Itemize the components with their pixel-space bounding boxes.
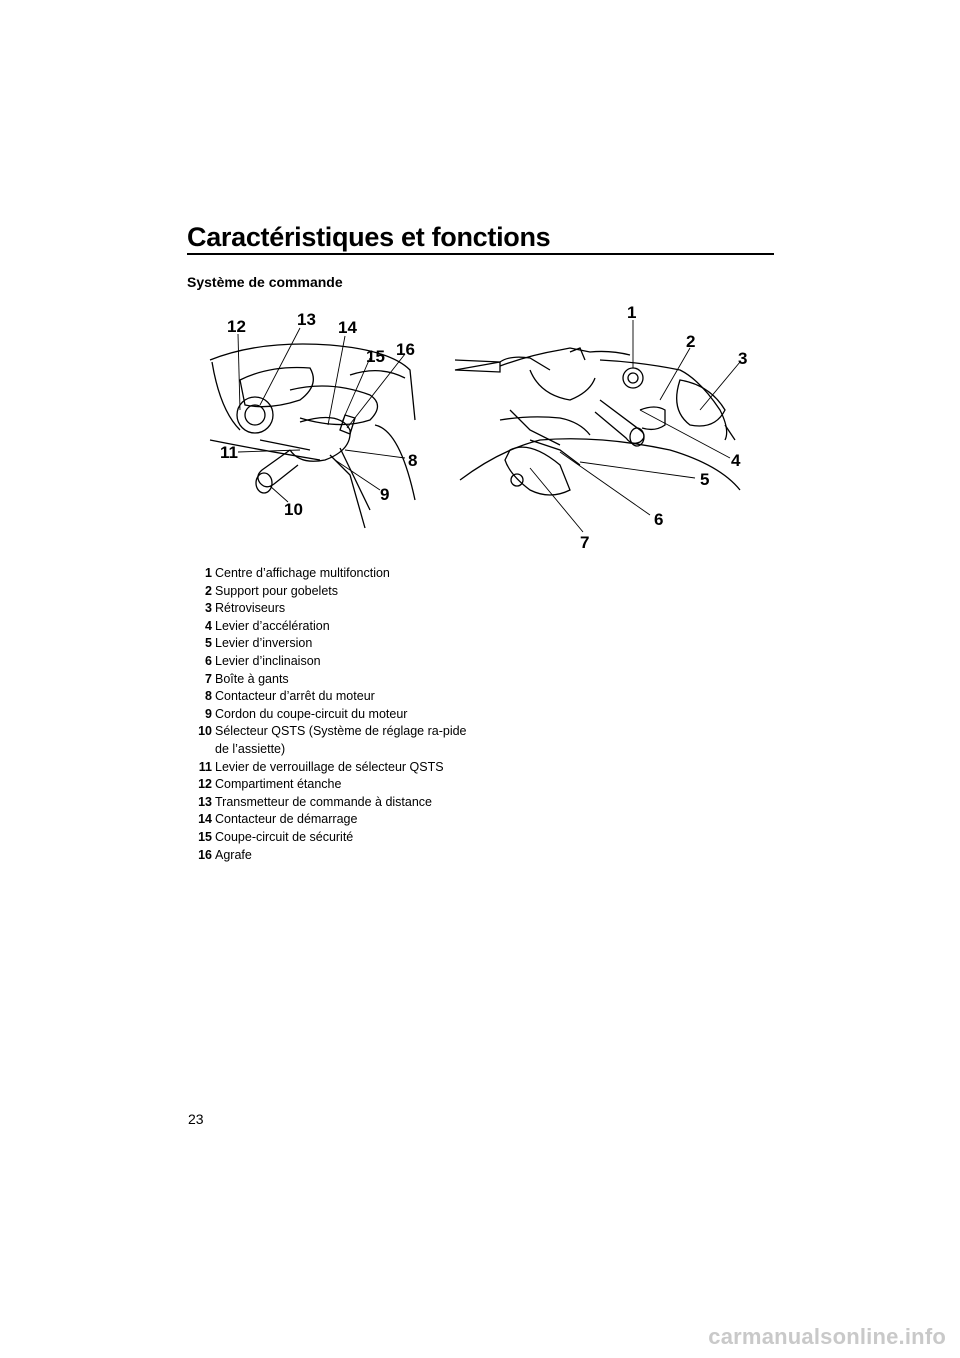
- legend-item: [190, 671, 470, 689]
- legend-text: Coupe-circuit de sécurité: [215, 829, 354, 844]
- callout-14: 14: [338, 318, 357, 337]
- legend-number: 4: [205, 618, 212, 633]
- legend-item: [190, 635, 470, 653]
- legend-number: 9: [205, 706, 212, 721]
- watermark: carmanualsonline.info: [708, 1324, 946, 1349]
- legend-item: [190, 776, 470, 794]
- legend-text: Cordon du coupe-circuit du moteur: [215, 706, 408, 721]
- legend-number: 1: [205, 566, 212, 580]
- callout-13: 13: [297, 310, 316, 329]
- legend-item: [190, 653, 470, 671]
- legend-text: Support pour gobelets: [215, 583, 339, 598]
- controls-drawing: [200, 300, 760, 560]
- callout-12: 12: [227, 317, 246, 336]
- callout-2: 2: [686, 332, 696, 351]
- section-title: Système de commande: [187, 274, 343, 290]
- legend-text: Levier d’accélération: [215, 618, 330, 633]
- legend-text: Boîte à gants: [215, 671, 289, 686]
- legend-item: [190, 811, 470, 829]
- callout-16: 16: [396, 340, 415, 359]
- legend-text: Contacteur d’arrêt du moteur: [215, 689, 375, 704]
- legend-text: Contacteur de démarrage: [215, 812, 358, 827]
- callout-7: 7: [580, 533, 590, 552]
- legend-number: 11: [198, 759, 212, 774]
- legend-number: 3: [205, 601, 212, 616]
- legend-number: 7: [205, 671, 212, 686]
- legend-number: 8: [205, 689, 212, 704]
- legend-text: Centre d’affichage multifonction: [215, 566, 390, 580]
- legend-number: 16: [198, 847, 212, 862]
- callout-10: 10: [284, 500, 303, 519]
- legend-item: [190, 618, 470, 636]
- legend-text: Sélecteur QSTS (Système de réglage ra-pide de l’assiette): [215, 724, 467, 756]
- legend-number: 15: [198, 829, 212, 844]
- page-number: 23: [188, 1111, 204, 1127]
- callout-15: 15: [366, 347, 385, 366]
- legend-number: 12: [198, 777, 212, 792]
- callout-11: 11: [220, 443, 238, 462]
- legend-number: 13: [198, 794, 212, 809]
- callout-4: 4: [731, 451, 741, 470]
- legend-text: Levier d’inclinaison: [215, 653, 321, 668]
- legend-item: [190, 829, 470, 847]
- legend-number: 10: [198, 724, 212, 739]
- controls-illustration: [200, 300, 760, 560]
- callout-6: 6: [654, 510, 664, 529]
- title-divider: [187, 253, 774, 255]
- legend-item: [190, 706, 470, 724]
- legend-item: [190, 847, 470, 865]
- legend-text: Agrafe: [215, 847, 252, 862]
- callout-8: 8: [408, 451, 418, 470]
- legend-number: 5: [205, 636, 212, 651]
- page-title: Caractéristiques et fonctions: [187, 222, 551, 252]
- legend-text: Levier de verrouillage de sélecteur QSTS: [215, 759, 444, 774]
- callout-9: 9: [380, 485, 390, 504]
- legend-text: Rétroviseurs: [215, 601, 286, 616]
- legend-item: [190, 565, 470, 583]
- legend-text: Transmetteur de commande à distance: [215, 794, 433, 809]
- legend-list: [190, 565, 470, 864]
- legend-text: Levier d’inversion: [215, 636, 313, 651]
- legend-item: [190, 583, 470, 601]
- legend-item: [190, 600, 470, 618]
- legend-number: 14: [198, 812, 212, 827]
- callout-3: 3: [738, 349, 748, 368]
- legend-item: [190, 723, 470, 758]
- legend-item: [190, 688, 470, 706]
- callout-5: 5: [700, 470, 710, 489]
- legend-number: 6: [205, 653, 212, 668]
- legend-number: 2: [205, 583, 212, 598]
- callout-1: 1: [627, 303, 637, 322]
- legend-item: [190, 759, 470, 777]
- legend-item: [190, 794, 470, 812]
- legend-text: Compartiment étanche: [215, 777, 342, 792]
